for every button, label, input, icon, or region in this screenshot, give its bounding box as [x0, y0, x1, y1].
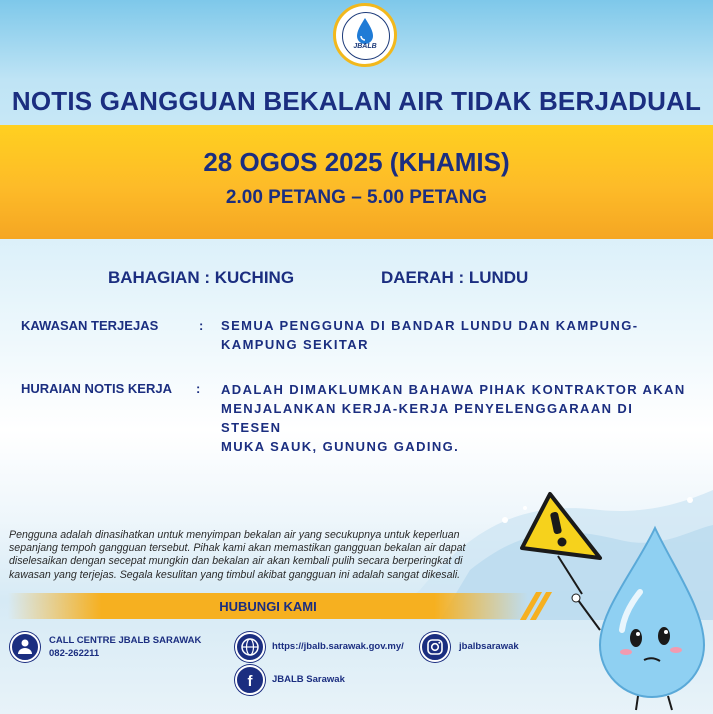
advice-line: Pengguna adalah dinasihatkan untuk menyimpan bekalan air yang secukupnya untuk keperluan [9, 529, 460, 541]
work-line: MUKA SAUK, GUNUNG GADING. [221, 439, 460, 454]
advice-line: diselesaikan dengan secepat mungkin dan bekalan air akan kembali pulih secara berperingkat di [9, 555, 463, 568]
affected-line: KAMPUNG SEKITAR [221, 337, 369, 352]
website-link[interactable]: https://jbalb.sarawak.gov.my/ [272, 641, 404, 652]
schedule-band [0, 125, 713, 239]
advice-line: kawasan yang terjejas. Segala kesulitan yang timbul akibat gangguan ini adalah sangat dikesali. [9, 568, 461, 581]
globe-icon [235, 632, 265, 662]
water-drop-mascot [560, 520, 710, 714]
instagram-handle[interactable]: jbalbsarawak [459, 641, 519, 652]
work-line: MENJALANKAN KERJA-KERJA PENYELENGGARAAN DI STESEN [221, 401, 634, 435]
district-label: DAERAH : LUNDU [381, 268, 529, 287]
svg-text:f: f [247, 673, 253, 690]
instagram-icon [420, 632, 450, 662]
contact-heading-bar [8, 593, 528, 619]
advice-paragraph [9, 529, 509, 582]
contact-heading: HUBUNGI KAMI [219, 599, 317, 614]
division-label: BAHAGIAN : KUCHING [108, 268, 295, 287]
facebook-page[interactable]: JBALB Sarawak [272, 674, 345, 685]
work-colon: : [196, 381, 201, 396]
affected-area-value [221, 316, 691, 354]
facebook-icon [235, 665, 265, 695]
affected-line: SEMUA PENGGUNA DI BANDAR LUNDU DAN KAMPUNG- [221, 318, 639, 333]
logo-text: JBALB [353, 43, 377, 50]
call-centre-name: CALL CENTRE JBALB SARAWAK [49, 635, 202, 646]
work-description-label: HURAIAN NOTIS KERJA [21, 381, 172, 396]
work-description-value [221, 380, 691, 456]
affected-area-label: KAWASAN TERJEJAS [21, 318, 159, 333]
advice-line: sepanjang tempoh gangguan tersebut. Pihak kami akan memastikan gangguan bekalan air dapat [9, 542, 466, 555]
work-line: ADALAH DIMAKLUMKAN BAHAWA PIHAK KONTRAKTOR AKAN [221, 382, 686, 397]
jbalb-logo [333, 3, 397, 67]
water-drop-logo-icon [336, 6, 394, 64]
affected-colon: : [199, 318, 204, 333]
notice-date: 28 OGOS 2025 (KHAMIS) [203, 147, 510, 177]
notice-time: 2.00 PETANG – 5.00 PETANG [225, 187, 488, 208]
phone-icon [10, 632, 40, 662]
notice-title: NOTIS GANGGUAN BEKALAN AIR TIDAK BERJADUAL [11, 86, 702, 116]
call-centre-phone[interactable]: 082-262211 [49, 648, 100, 659]
